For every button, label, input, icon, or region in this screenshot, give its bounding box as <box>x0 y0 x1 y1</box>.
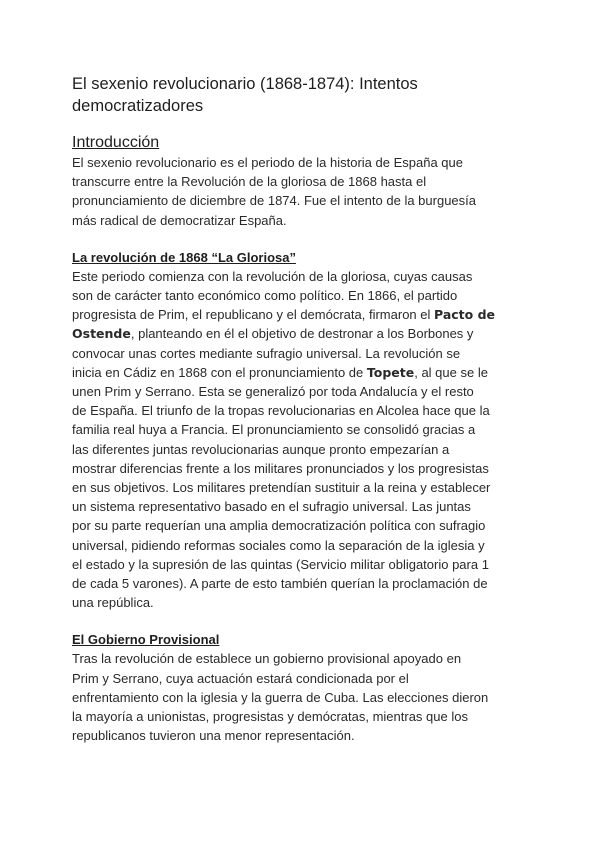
text-line <box>72 363 540 382</box>
section-heading-introduccion: Introducción <box>72 134 160 151</box>
text-line: son de carácter tanto económico como político. En 1866, el partido <box>72 288 458 304</box>
text-line: pronunciamiento de diciembre de 1874. Fue el intento de la burguesía <box>72 193 476 209</box>
document-title-line: democratizadores <box>72 97 204 115</box>
text-line: el estado y la supresión de las quintas (Servicio militar obligatorio para 1 <box>72 556 489 572</box>
text-line: las diferentes juntas revolucionarias aunque pronto empezarían a <box>72 441 450 457</box>
text-line: universal, pidiendo reformas sociales como la separación de la iglesia y <box>72 537 485 553</box>
text-line: en sus objetivos. Los militares pretendían sustituir a la reina y establecer <box>72 480 491 496</box>
bold-term-pacto: Pacto de <box>434 307 496 323</box>
text-line: enfrentamiento con la iglesia y la guerra de Cuba. Las elecciones dieron <box>72 689 489 705</box>
bold-term-topete: Topete <box>366 364 415 380</box>
text-line: un sistema representativo basado en el sufragio universal. Las juntas <box>72 499 471 515</box>
text-line: unen Prim y Serrano. Esta se generalizó por toda Andalucía y el resto <box>72 384 474 400</box>
section-gobierno-provisional <box>72 630 540 745</box>
text-segment: , planteando en él el objetivo de destronar a los Borbones y <box>130 326 474 342</box>
text-line: Este periodo comienza con la revolución de la gloriosa, cuyas causas <box>72 268 473 284</box>
text-line: familia real huya a Francia. El pronunciamiento se consolidó gracias a <box>72 422 476 438</box>
text-line: transcurre entre la Revolución de la gloriosa de 1868 hasta el <box>72 174 427 190</box>
text-segment: , al que se le <box>414 364 488 380</box>
text-line: El sexenio revolucionario es el periodo de la historia de España que <box>72 155 463 170</box>
bold-term-ostende: Ostende <box>72 326 131 342</box>
document-title <box>72 73 540 117</box>
paragraph-gobierno <box>72 649 540 745</box>
text-segment: progresista de Prim, el republicano y el demócrata, firmaron el <box>72 307 434 323</box>
paragraph-introduccion <box>72 153 540 230</box>
text-line: la mayoría a unionistas, progresistas y demócratas, mientras que los <box>72 709 468 725</box>
text-line: convocar unas cortes mediante sufragio universal. La revolución se <box>72 345 461 361</box>
text-line: Tras la revolución de establece un gobierno provisional apoyado en <box>72 651 462 667</box>
text-line <box>72 324 540 343</box>
text-line: de España. El triunfo de la tropas revolucionarias en Alcolea hace que la <box>72 403 490 419</box>
subsection-heading-revolucion: La revolución de 1868 “La Gloriosa” <box>72 249 296 265</box>
text-line: de cada 5 varones). A parte de esto también querían la proclamación de <box>72 576 488 592</box>
section-revolucion-1868 <box>72 248 540 613</box>
text-line: Prim y Serrano, cuya actuación estará condicionada por el <box>72 670 409 686</box>
text-line <box>72 305 540 324</box>
text-line: más radical de democratizar España. <box>72 212 287 228</box>
text-line: una república. <box>72 595 154 611</box>
text-line: mostrar diferencias frente a los militares pronunciados y los progresistas <box>72 460 489 476</box>
paragraph-revolucion <box>72 267 540 613</box>
document-title-line: El sexenio revolucionario (1868-1874): Intentos <box>72 75 418 93</box>
text-segment: inicia en Cádiz en 1868 con el pronunciamiento de <box>72 364 367 380</box>
subsection-heading-gobierno: El Gobierno Provisional <box>72 632 220 648</box>
section-introduccion <box>72 133 540 230</box>
text-line: por su parte requerían una amplia democratización política con sufragio <box>72 518 486 534</box>
text-line: republicanos tuvieron una menor representación. <box>72 728 355 744</box>
